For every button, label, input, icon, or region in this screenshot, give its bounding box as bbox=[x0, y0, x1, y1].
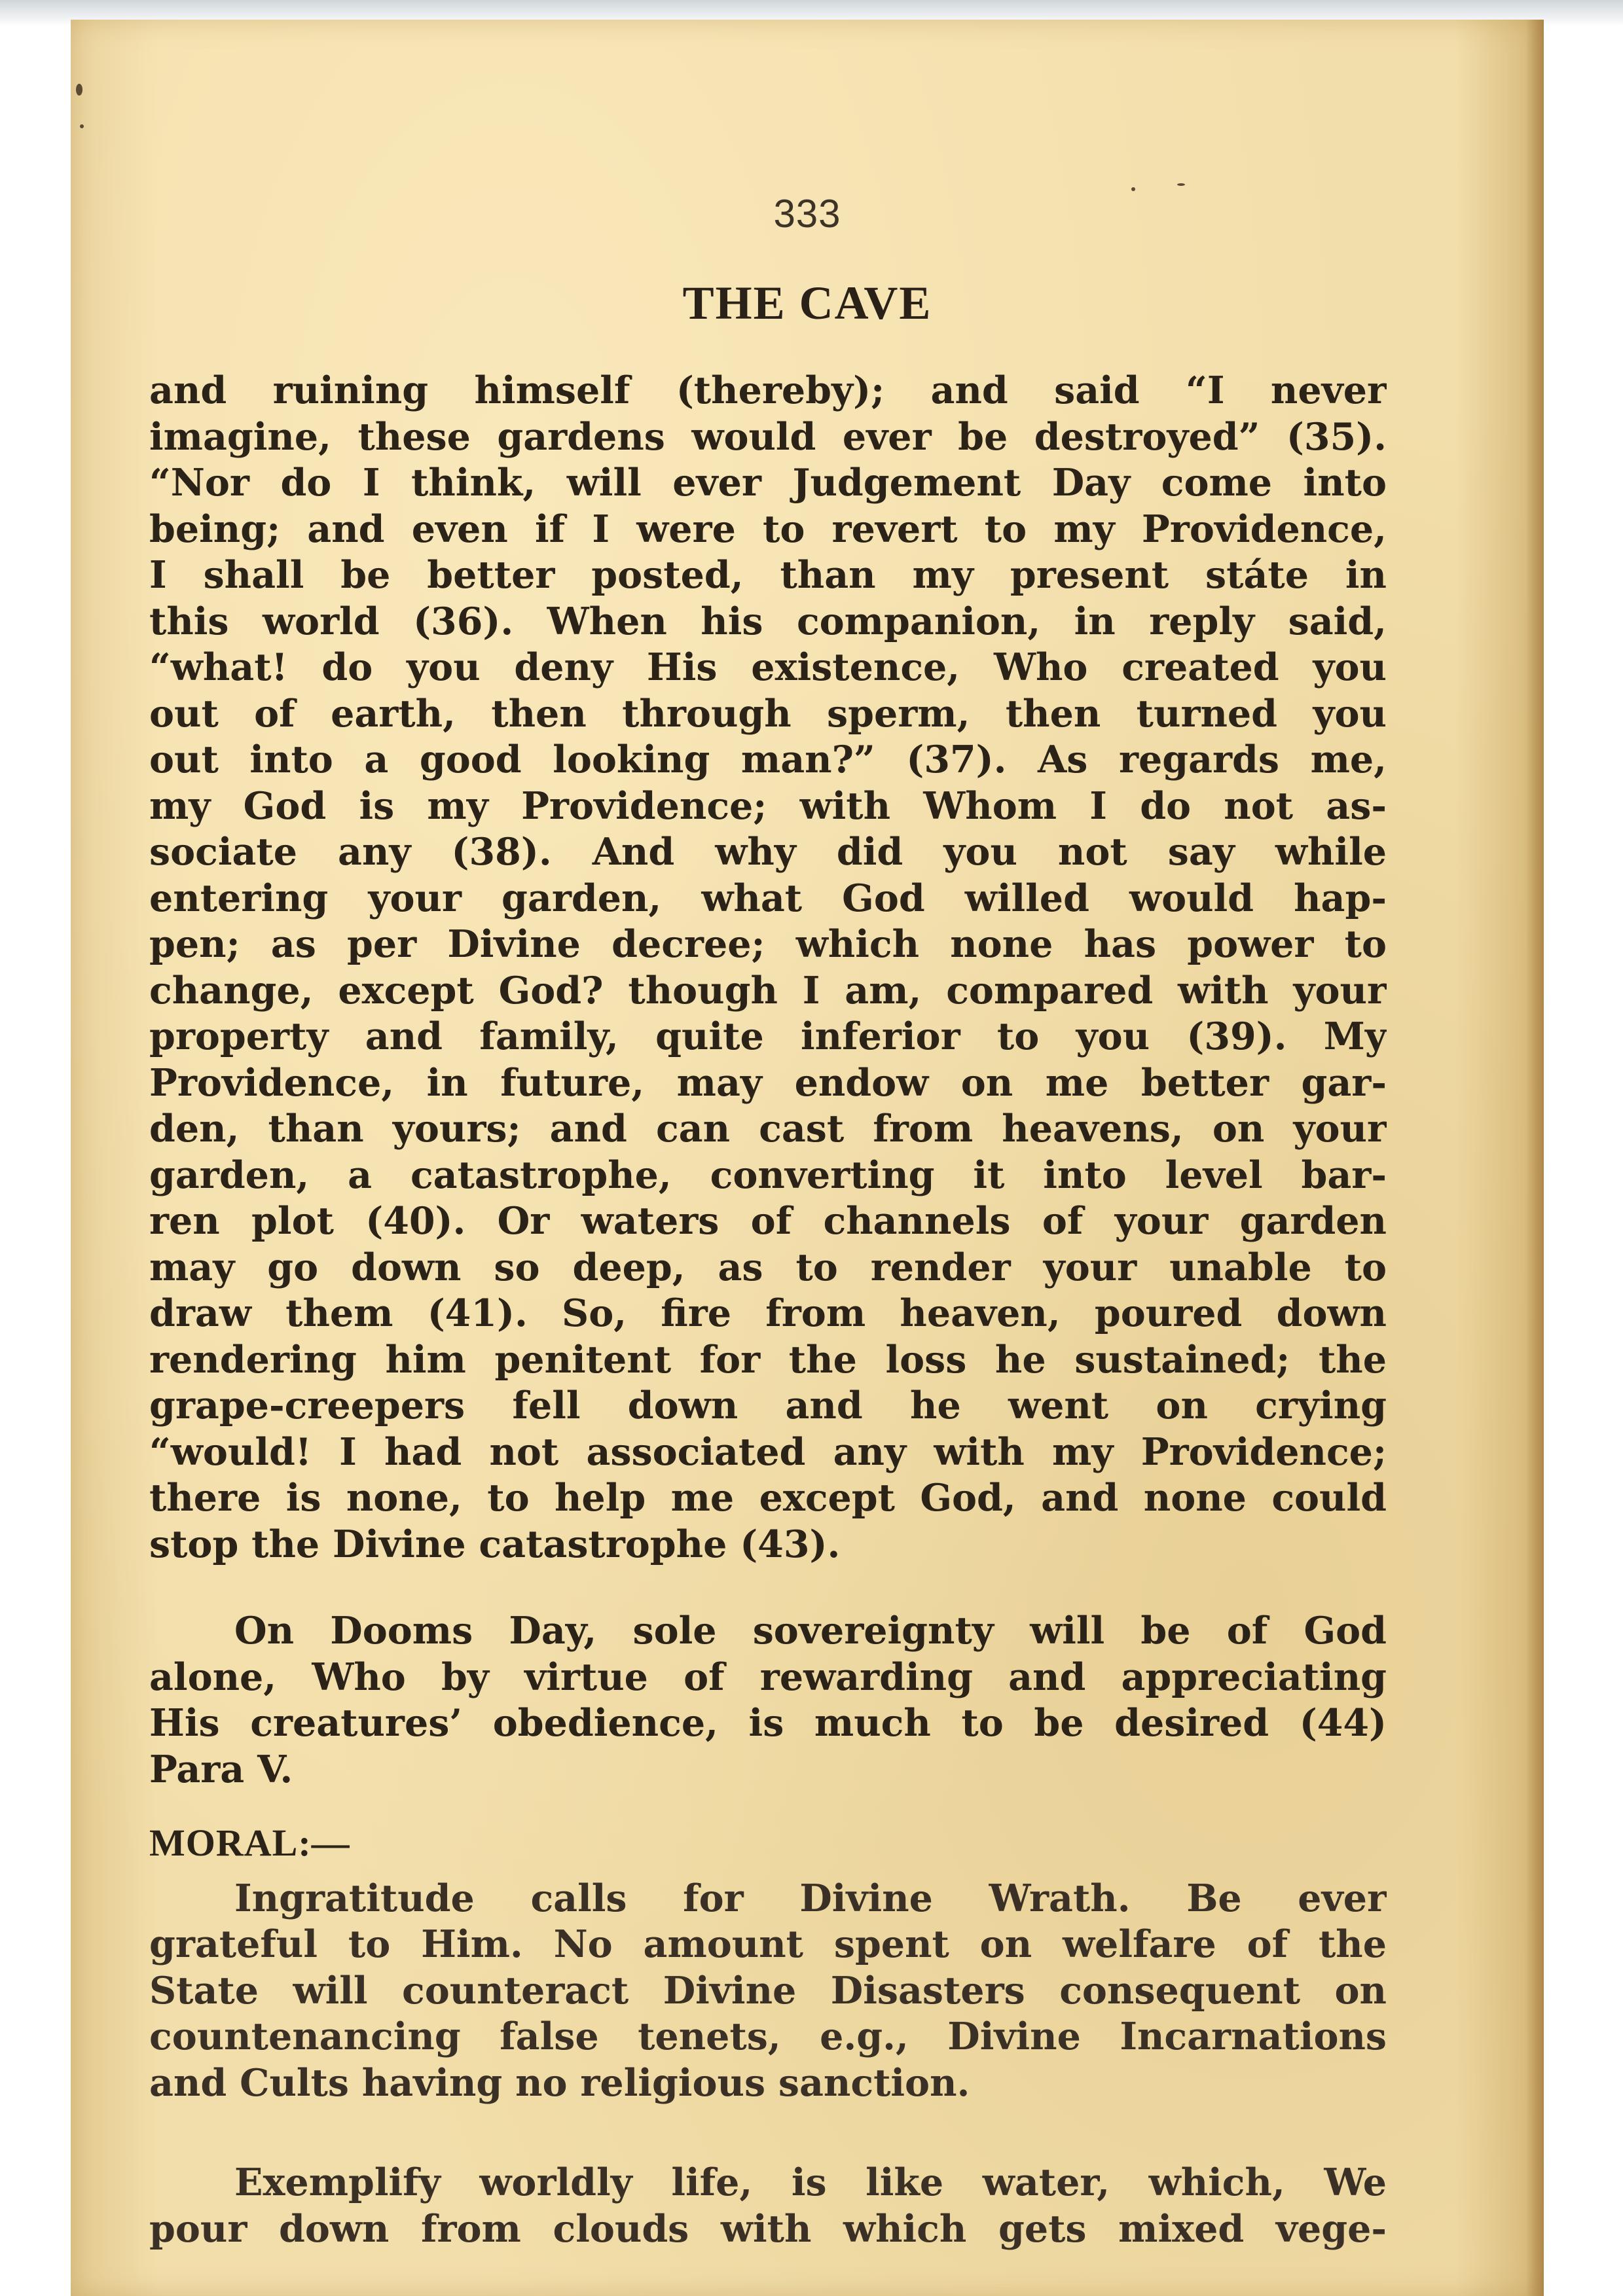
text-line: alone, Who by virtue of rewarding and appreciating bbox=[149, 1655, 1387, 1699]
text-line: garden, a catastrophe, converting it into level bar- bbox=[149, 1153, 1387, 1197]
text-line: On Dooms Day, sole sovereignty will be of God bbox=[234, 1609, 1387, 1653]
text-line: draw them (41). So, fire from heaven, poured down bbox=[149, 1291, 1387, 1335]
text-line: ren plot (40). Or waters of channels of your garden bbox=[149, 1199, 1387, 1243]
text-line: Providence, in future, may endow on me better gar- bbox=[149, 1060, 1387, 1105]
text-line: Ingratitude calls for Divine Wrath. Be ever bbox=[234, 1876, 1387, 1920]
text-line: and ruining himself (thereby); and said “I never bbox=[149, 368, 1387, 412]
text-line: I shall be better posted, than my present státe in bbox=[149, 553, 1387, 597]
text-line: Para V. bbox=[149, 1747, 293, 1791]
moral-heading: MORAL:— bbox=[149, 1821, 350, 1864]
paragraph-verses-35-43 bbox=[149, 368, 1387, 1568]
text-line: Exemplify worldly life, is like water, which, We bbox=[234, 2161, 1387, 2204]
text-line: being; and even if I were to revert to my Providence, bbox=[149, 507, 1387, 551]
running-head: THE CAVE bbox=[682, 277, 932, 329]
text-line: sociate any (38). And why did you not say while bbox=[149, 830, 1387, 874]
text-line: may go down so deep, as to render your unable to bbox=[149, 1245, 1387, 1289]
text-line: out of earth, then through sperm, then turned you bbox=[149, 691, 1387, 736]
ink-speck bbox=[1177, 183, 1185, 186]
text-line: out into a good looking man?” (37). As regards me, bbox=[149, 738, 1387, 781]
text-line: property and family, quite inferior to you (39). My bbox=[149, 1014, 1387, 1058]
text-line: rendering him penitent for the loss he sustained; the bbox=[149, 1337, 1387, 1382]
text-line: pen; as per Divine decree; which none has power to bbox=[149, 922, 1387, 966]
text-line: “what! do you deny His existence, Who created you bbox=[149, 645, 1387, 689]
paragraph-gap bbox=[149, 2106, 1387, 2160]
text-line: “Nor do I think, will ever Judgement Day come into bbox=[149, 461, 1387, 505]
text-line: den, than yours; and can cast from heavens, on your bbox=[149, 1107, 1387, 1151]
text-line: there is none, to help me except God, and none could bbox=[149, 1476, 1387, 1520]
text-line: State will counteract Divine Disasters consequent on bbox=[149, 1968, 1387, 2013]
paragraph-gap bbox=[149, 1568, 1387, 1608]
book-page bbox=[71, 20, 1544, 2296]
text-line: pour down from clouds with which gets mixed vege- bbox=[149, 2206, 1387, 2251]
paragraph-gap bbox=[149, 1867, 1387, 1876]
text-line: entering your garden, what God willed would hap- bbox=[149, 876, 1387, 920]
paragraph-moral bbox=[149, 1876, 1387, 2107]
text-line: and Cults having no religious sanction. bbox=[149, 2060, 970, 2105]
body-text bbox=[149, 368, 1387, 2252]
paragraph-gap bbox=[149, 1793, 1387, 1820]
paragraph-dooms-day bbox=[149, 1608, 1387, 1793]
text-line: “would! I had not associated any with my Providence; bbox=[149, 1429, 1387, 1474]
text-line: this world (36). When his companion, in reply said, bbox=[149, 599, 1387, 643]
page-number: 333 bbox=[773, 192, 841, 236]
text-line: stop the Divine catastrophe (43). bbox=[149, 1522, 841, 1566]
page-edge-shadow bbox=[1525, 20, 1544, 2296]
text-line: His creatures’ obedience, is much to be desired (44) bbox=[149, 1701, 1387, 1745]
text-line: my God is my Providence; with Whom I do not as- bbox=[149, 783, 1387, 828]
text-line: imagine, these gardens would ever be destroyed” (35). bbox=[149, 414, 1387, 459]
text-line: change, except God? though I am, compared with your bbox=[149, 968, 1387, 1013]
text-line: countenancing false tenets, e.g., Divine Incarnations bbox=[149, 2015, 1387, 2058]
ink-speck bbox=[80, 124, 84, 128]
ink-speck bbox=[76, 84, 82, 96]
text-line: grateful to Him. No amount spent on welfare of the bbox=[149, 1922, 1387, 1966]
paragraph-closing bbox=[149, 2160, 1387, 2252]
text-line: grape-creepers fell down and he went on crying bbox=[149, 1384, 1387, 1427]
